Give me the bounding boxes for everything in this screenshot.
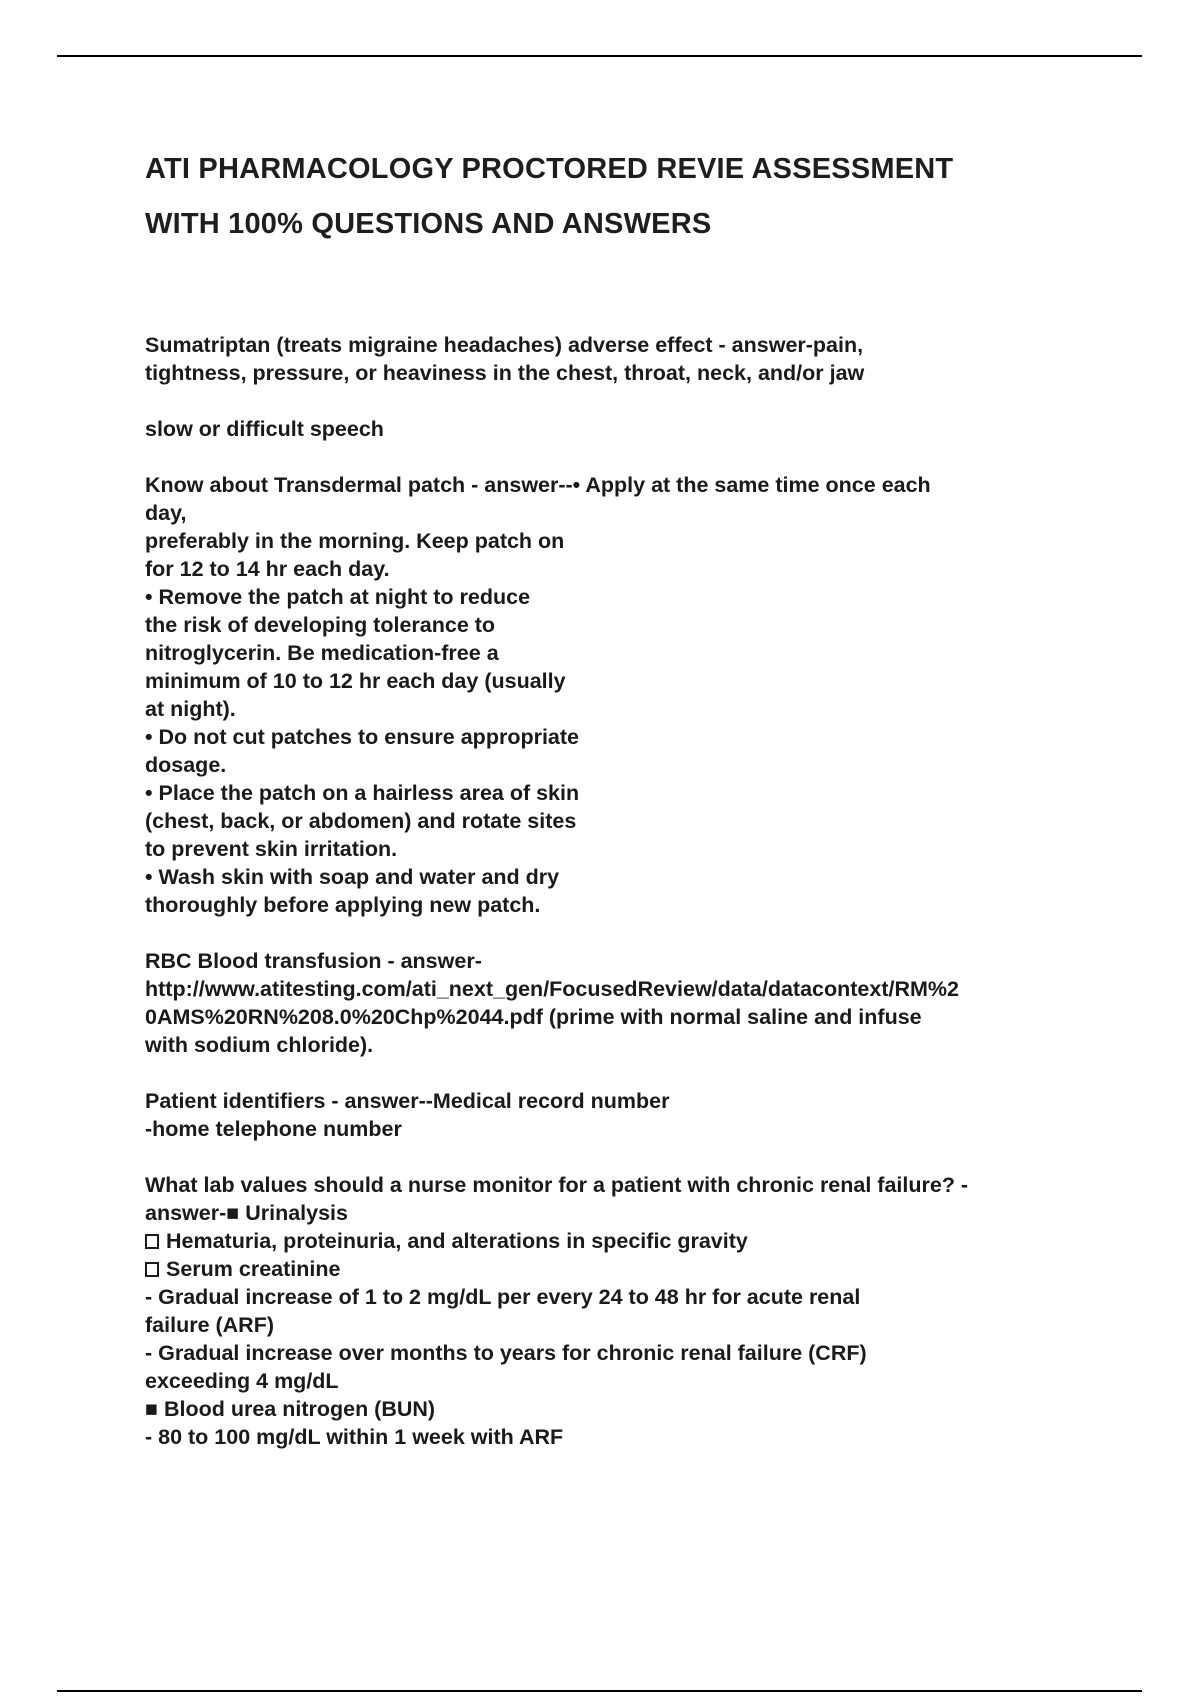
renal-question-line-1: What lab values should a nurse monitor for a patient with chronic renal failure? - (145, 1173, 969, 1197)
patient-identifiers-line-2: -home telephone number (145, 1117, 402, 1141)
transdermal-line-15: • Wash skin with soap and water and dry (145, 865, 560, 889)
patient-identifiers-line-1: Patient identifiers - answer--Medical record number (145, 1089, 670, 1113)
transdermal-line-1: Know about Transdermal patch - answer--• Apply at the same time once each (145, 473, 931, 497)
renal-hematuria-line (145, 1227, 1085, 1255)
transdermal-line-14: to prevent skin irritation. (145, 837, 398, 861)
transdermal-line-4: for 12 to 14 hr each day. (145, 557, 390, 581)
transdermal-line-8: minimum of 10 to 12 hr each day (usually (145, 669, 566, 693)
renal-hematuria-text: Hematuria, proteinuria, and alterations in specific gravity (166, 1229, 748, 1253)
renal-bun-value-line: - 80 to 100 mg/dL within 1 week with ARF (145, 1425, 564, 1449)
renal-crf-line-1: - Gradual increase over months to years for chronic renal failure (CRF) (145, 1341, 867, 1365)
transdermal-line-10: • Do not cut patches to ensure appropriate (145, 725, 579, 749)
document-body (145, 331, 1085, 1451)
blank-line (145, 919, 1085, 947)
renal-bun-line: ■ Blood urea nitrogen (BUN) (145, 1397, 436, 1421)
document-page (145, 142, 1085, 1451)
transdermal-line-5: • Remove the patch at night to reduce (145, 585, 531, 609)
transdermal-line-12: • Place the patch on a hairless area of skin (145, 781, 580, 805)
transdermal-line-7: nitroglycerin. Be medication-free a (145, 641, 499, 665)
transdermal-line-9: at night). (145, 697, 236, 721)
blank-line (145, 1143, 1085, 1171)
empty-checkbox-icon (145, 1234, 159, 1249)
transdermal-line-2: day, (145, 501, 187, 525)
rbc-transfusion-line-4: with sodium chloride). (145, 1033, 374, 1057)
title-line-1: ATI PHARMACOLOGY PROCTORED REVIE ASSESSMENT (145, 153, 954, 185)
bottom-rule (57, 1690, 1142, 1692)
renal-crf-line-2: exceeding 4 mg/dL (145, 1369, 339, 1393)
rbc-transfusion-line-1: RBC Blood transfusion - answer- (145, 949, 482, 973)
empty-checkbox-icon (145, 1262, 159, 1277)
sumatriptan-question-line-1: Sumatriptan (treats migraine headaches) adverse effect - answer-pain, (145, 333, 864, 357)
title-line-2: WITH 100% QUESTIONS AND ANSWERS (145, 208, 712, 240)
sumatriptan-question-line-2: tightness, pressure, or heaviness in the chest, throat, neck, and/or jaw (145, 361, 865, 385)
sumatriptan-answer-line: slow or difficult speech (145, 417, 384, 441)
renal-creatinine-line (145, 1255, 1085, 1283)
transdermal-line-11: dosage. (145, 753, 227, 777)
renal-creatinine-text: Serum creatinine (166, 1257, 341, 1281)
rbc-transfusion-line-2: http://www.atitesting.com/ati_next_gen/FocusedReview/data/datacontext/RM%2 (145, 977, 959, 1001)
renal-arf-line-1: - Gradual increase of 1 to 2 mg/dL per every 24 to 48 hr for acute renal (145, 1285, 861, 1309)
top-rule (57, 55, 1142, 57)
rbc-transfusion-line-3: 0AMS%20RN%208.0%20Chp%2044.pdf (prime with normal saline and infuse (145, 1005, 922, 1029)
transdermal-line-3: preferably in the morning. Keep patch on (145, 529, 565, 553)
transdermal-line-6: the risk of developing tolerance to (145, 613, 496, 637)
blank-line (145, 443, 1085, 471)
transdermal-line-16: thoroughly before applying new patch. (145, 893, 541, 917)
renal-arf-line-2: failure (ARF) (145, 1313, 274, 1337)
blank-line (145, 387, 1085, 415)
document-title (145, 142, 1085, 252)
renal-question-line-2: answer-■ Urinalysis (145, 1201, 348, 1225)
transdermal-line-13: (chest, back, or abdomen) and rotate sites (145, 809, 577, 833)
blank-line (145, 1059, 1085, 1087)
